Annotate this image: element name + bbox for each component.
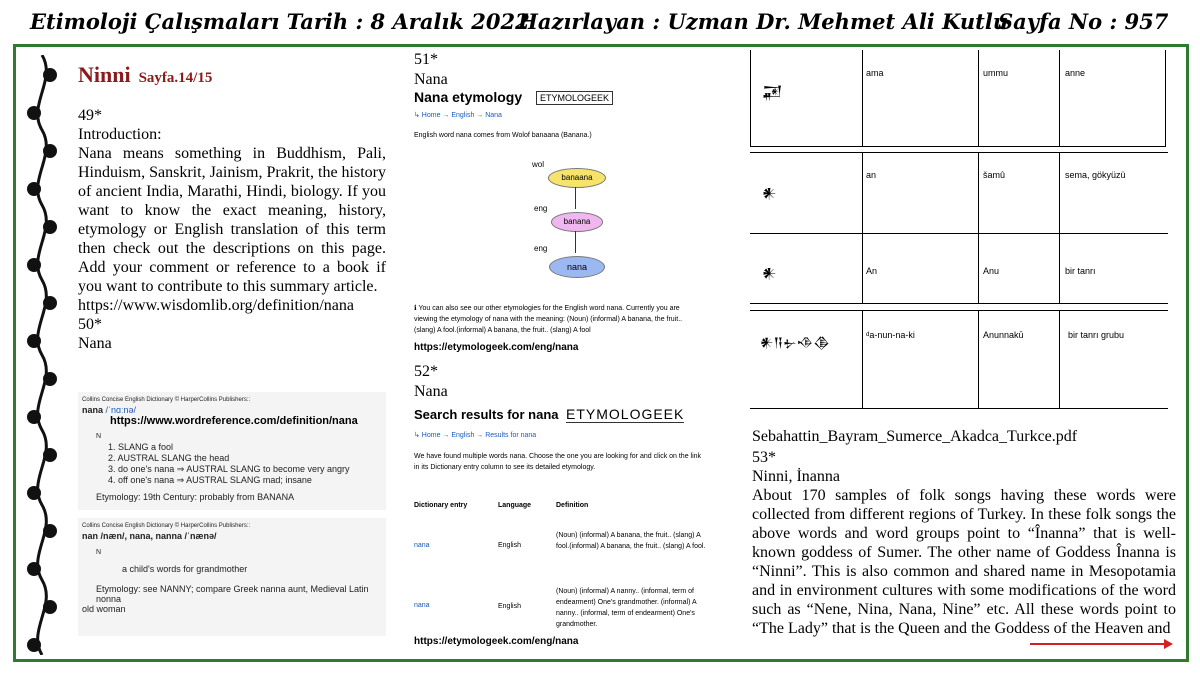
ref-51-word: Nana <box>414 71 448 88</box>
breadcrumb-1: ↳ Home → English → Nana <box>414 112 502 119</box>
ref-51: 51* <box>414 51 438 68</box>
cuneiform-sign: 𒀭 <box>762 185 777 201</box>
ref-52-word: Nana <box>414 383 448 400</box>
dict2-def: a child's words for grandmother <box>122 564 248 574</box>
turkish-word: anne <box>1065 68 1086 78</box>
intro-text: Nana means something in Buddhism, Pali, Hinduism, Sanskrit, Jainism, Prakrit, the history of ancient India, Marathi, Hindi, biology. If you want to know the exact meaning, history, etymology or English translation of this term then check out the descriptions on this page. Add your comment or reference to a book if you want to contribute to this summary article. <box>78 145 386 295</box>
table-cell-language: English <box>498 542 521 549</box>
ornament-border <box>22 55 62 655</box>
header-left: Etimoloji Çalışmaları Tarih : 8 Aralık 2022 <box>30 9 530 34</box>
page-header <box>0 6 1200 40</box>
graph-lang-2: eng <box>534 204 548 213</box>
etymologeek-url-1: https://etymologeek.com/eng/nana <box>414 342 579 353</box>
dict1-headword: nana <box>82 405 104 415</box>
breadcrumb-2: ↳ Home → English → Results for nana <box>414 432 537 439</box>
etymologeek-url-2: https://etymologeek.com/eng/nana <box>414 636 579 647</box>
dict2-etym: Etymology: see NANNY; compare Greek nanna aunt, Medieval Latin nonna <box>96 584 369 604</box>
table-cell-language: English <box>498 603 521 610</box>
dictionary-entry-1 <box>78 392 386 510</box>
dict2-headword: nan /næn/, nana, nanna /ˈnænə/ <box>82 531 217 541</box>
turkish-word: bir tanrı grubu <box>1068 330 1125 340</box>
ref-53-words: Ninni, İnanna <box>752 468 840 485</box>
akkadian-word: ummu <box>983 68 1009 78</box>
turkish-word: bir tanrı <box>1065 266 1096 276</box>
akkadian-word: Anu <box>983 266 1000 276</box>
etymology-intro: English word nana comes from Wolof banaana (Banana.) <box>414 132 592 139</box>
source-pdf: Sebahattin_Bayram_Sumerce_Akadca_Turkce.pdf <box>752 428 1078 445</box>
wisdomlib-url: https://www.wisdomlib.org/definition/nana <box>78 297 354 314</box>
dict1-pos: N <box>96 433 102 440</box>
cuneiform-sign: 𒂼 <box>762 83 783 99</box>
turkish-word: sema, gökyüzü <box>1065 170 1126 180</box>
dict1-def: 1. SLANG a fool <box>108 442 174 452</box>
header-page-number: Sayfa No : 957 <box>998 9 1169 34</box>
etymologeek-logo: ETYMOLOGEEK <box>536 91 613 105</box>
etymology-note: ℹ You can also see our other etymologies for the English word nana. Currently you are viewing the etymology of nana with the meaning: (Noun) (informal) A banana, the fruit.. (slang) A fool.(informal) A banana, the fruit.. (slang) A fool <box>414 305 683 334</box>
sumerian-word: ᵈa-nun-na-ki <box>866 330 915 340</box>
dict1-def: 3. do one's nana ⇒ AUSTRAL SLANG to become very angry <box>108 464 350 474</box>
graph-lang-3: eng <box>534 244 548 253</box>
sumerian-word: An <box>866 266 878 276</box>
ref-50-word: Nana <box>78 335 112 352</box>
cuneiform-sign: 𒀭 <box>762 265 777 281</box>
col1-body <box>78 106 386 353</box>
dict1-defs <box>78 440 386 486</box>
table-cell-entry[interactable]: nana <box>414 602 430 609</box>
akkadian-word: šamû <box>983 170 1006 180</box>
title-page: Sayfa.14/15 <box>138 70 213 86</box>
ref-52: 52* <box>414 363 438 380</box>
article-title <box>78 62 212 88</box>
intro-label: Introduction: <box>78 126 162 143</box>
etymologeek-logo: ETYMOLOGEEK <box>566 406 685 422</box>
table-cell-entry[interactable]: nana <box>414 542 430 549</box>
table-header-language: Language <box>498 502 532 509</box>
dict2-source: Collins Concise English Dictionary © HarperCollins Publishers:: <box>82 523 251 529</box>
akkadian-word: Anunnakū <box>983 330 1024 340</box>
sumerian-word: ama <box>866 68 884 78</box>
table-cell-definition: (Noun) (informal) A banana, the fruit.. (slang) A fool.(informal) A banana, the fruit.. (slang) A fool. <box>556 532 706 550</box>
folk-song-text: About 170 samples of folk songs having these words were collected from different regions of Turkey. In these folk songs the above words and word groups point to “Înanna” that is well-known goddess of Sumer. The other name of Goddess Înanna is “Ninni”. This is also common and shared name in Mesopotamia and in environment cultures with some modifications of the word such as “Nene, Nina, Nana, Nine” etc. All these words point to “The Lady” that is the Queen and the Goddess of the Heaven and <box>752 487 1176 637</box>
sumerian-word: an <box>866 170 877 180</box>
dict1-etym: Etymology: 19th Century: probably from BANANA <box>96 492 295 502</box>
graph-node-banana: banana <box>551 212 603 232</box>
cuneiform-sign: 𒀭𒀀𒉡𒈾𒆠 <box>760 335 830 350</box>
table-header-definition: Definition <box>556 502 589 509</box>
etymology-heading: Nana etymology <box>414 89 523 105</box>
dictionary-entry-2 <box>78 518 386 636</box>
ref-53: 53* <box>752 449 776 466</box>
table-cell-definition: (Noun) (informal) A nanny.. (informal, term of endearment) One's grandmother. (informal) A nanny.. (informal, term of endearment) One's grandmother. <box>556 588 697 628</box>
graph-node-nana: nana <box>549 256 605 278</box>
dict1-def: 2. AUSTRAL SLANG the head <box>108 453 230 463</box>
dict2-pos: N <box>96 549 102 556</box>
continue-arrow-icon <box>1030 638 1174 650</box>
table-header-entry: Dictionary entry <box>414 502 468 509</box>
header-center: Hazırlayan : Uzman Dr. Mehmet Ali Kutlu <box>518 9 1009 34</box>
graph-lang-1: wol <box>532 160 545 169</box>
graph-arrow <box>575 187 576 209</box>
dict1-source: Collins Concise English Dictionary © HarperCollins Publishers:: <box>82 397 251 403</box>
title-word: Ninni <box>78 62 131 87</box>
dict1-url: https://www.wordreference.com/definition/nana <box>110 415 358 427</box>
graph-node-banaana: banaana <box>548 168 606 188</box>
dict1-def: 4. off one's nana ⇒ AUSTRAL SLANG mad; insane <box>108 475 312 485</box>
ref-49: 49* <box>78 107 102 124</box>
dict1-pron: /ˈnɑːnə/ <box>105 405 137 415</box>
dict2-etym-2: old woman <box>82 604 126 614</box>
search-intro: We have found multiple words nana. Choose the one you are looking for and click on the link in its Dictionary entry column to see its detailed etymology. <box>414 453 702 471</box>
ref-50: 50* <box>78 316 102 333</box>
search-heading: Search results for nana <box>414 407 559 422</box>
graph-arrow <box>575 231 576 253</box>
